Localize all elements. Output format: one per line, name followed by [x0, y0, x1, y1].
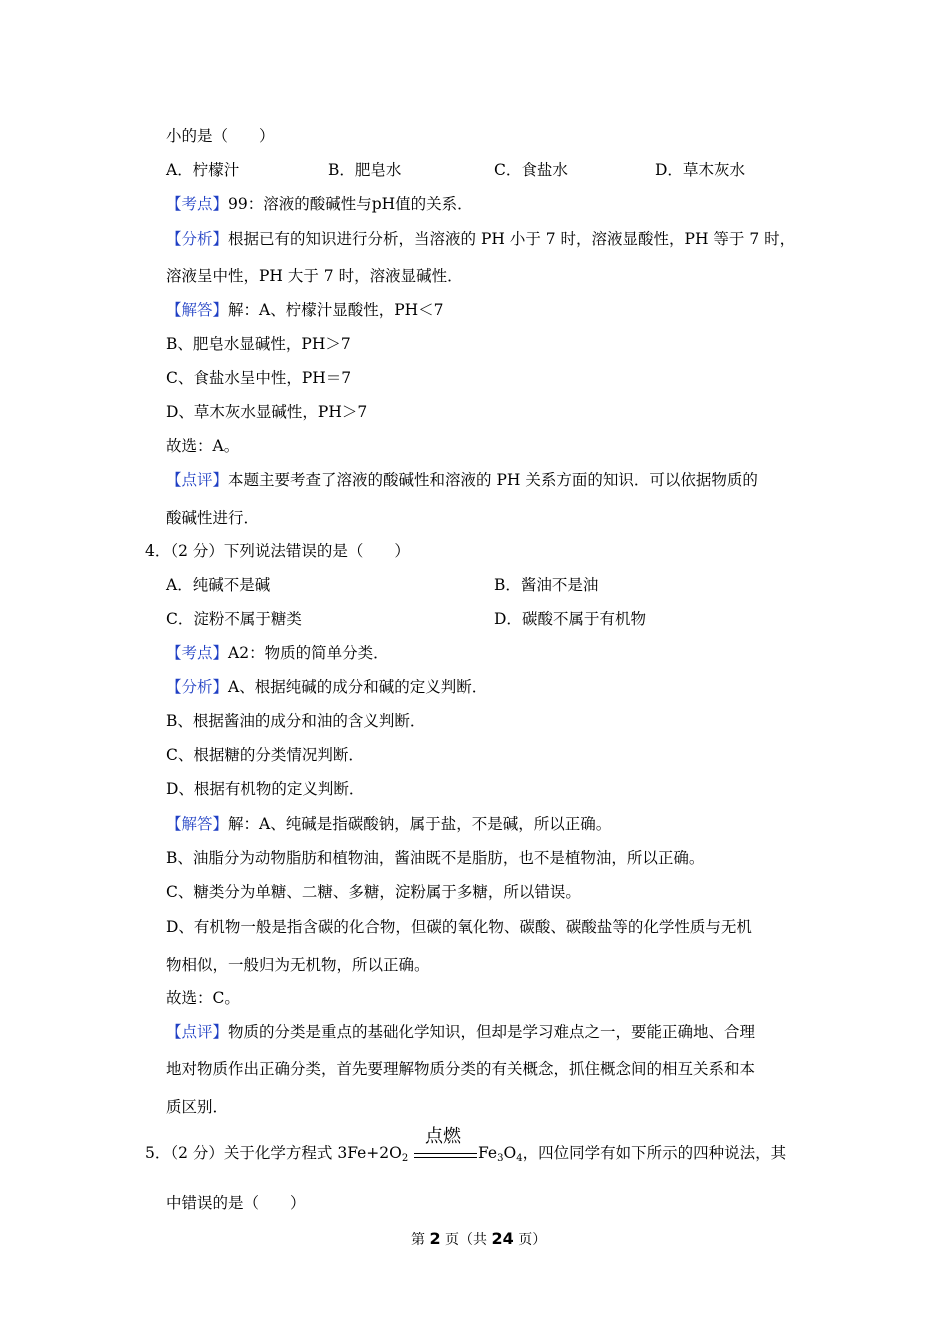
q5-stem-line2: 中错误的是（ ）: [166, 1194, 306, 1212]
q5-equals-bar-top: [414, 1153, 477, 1154]
q3-answer-line: C、食盐水呈中性，PH＝7: [166, 369, 352, 387]
q5-equation-rhs: $Fe_3O_4$，四位同学有如下所示的四种说法，其: [478, 1144, 787, 1164]
fenxi-tag: 【分析】: [166, 230, 229, 248]
q3-answer-line: B、肥皂水显碱性，PH＞7: [166, 335, 351, 353]
q4-fenxi-line: B、根据酱油的成分和油的含义判断．: [166, 712, 426, 730]
q3-fenxi-line2: 溶液呈中性，PH 大于 7 时，溶液显碱性．: [166, 267, 463, 285]
page-footer: 第 2 页（共 24 页）: [411, 1229, 547, 1248]
page-total: 24: [491, 1229, 514, 1248]
kaodian-tag: 【考点】: [166, 195, 229, 213]
q4-fenxi-line: D、根据有机物的定义判断．: [166, 780, 365, 798]
q4-kaodian: 【考点】A2：物质的简单分类．: [166, 644, 389, 662]
q4-fenxi-line: C、根据糖的分类情况判断．: [166, 746, 364, 764]
kaodian-tag: 【考点】: [166, 644, 229, 662]
fenxi-tag: 【分析】: [166, 678, 229, 696]
q3-jieda: 【解答】解：A、柠檬汁显酸性，PH＜7: [166, 301, 444, 319]
dianping-tag: 【点评】: [166, 471, 229, 489]
q5-number: 5．: [145, 1144, 171, 1162]
q4-answer-line: D、有机物一般是指含碳的化合物，但碳的氧化物、碳酸、碳酸盐等的化学性质与无机: [166, 918, 752, 936]
q5-equals-bar-bottom: [414, 1157, 477, 1158]
q4-dianping: 【点评】物质的分类是重点的基础化学知识，但却是学习难点之一，要能正确地、合理: [166, 1023, 756, 1041]
q3-stem-tail: 小的是（ ）: [166, 127, 275, 145]
q3-kaodian: 【考点】99：溶液的酸碱性与pH值的关系．: [166, 195, 473, 213]
q5-reaction-condition: 点燃: [425, 1126, 461, 1147]
q4-fenxi: 【分析】A、根据纯碱的成分和碱的定义判断．: [166, 678, 488, 696]
q4-option-c: C．淀粉不属于糖类: [166, 610, 302, 628]
q3-option-c: C．食盐水: [494, 161, 568, 179]
q4-dianping-line2: 地对物质作出正确分类，首先要理解物质分类的有关概念，抓住概念间的相互关系和本: [166, 1060, 756, 1078]
q4-jieda: 【解答】解：A、纯碱是指碳酸钠，属于盐，不是碱，所以正确。: [166, 815, 612, 833]
dianping-tag: 【点评】: [166, 1023, 229, 1041]
q3-option-b: B．肥皂水: [328, 161, 402, 179]
q3-fenxi: 【分析】根据已有的知识进行分析，当溶液的 PH 小于 7 时，溶液显酸性，PH 等于 7 时，: [166, 230, 796, 248]
q3-option-a: A．柠檬汁: [166, 161, 240, 179]
q3-dianping-line2: 酸碱性进行．: [166, 509, 260, 527]
page-number: 2: [429, 1229, 441, 1248]
jieda-tag: 【解答】: [166, 301, 229, 319]
q5-equation-lhs: （2 分）关于化学方程式 3Fe+2O: [170, 1144, 402, 1162]
jieda-tag: 【解答】: [166, 815, 229, 833]
q4-answer-choice: 故选：C。: [166, 989, 240, 1007]
q4-dianping-line3: 质区别．: [166, 1098, 229, 1116]
q4-option-a: A．纯碱不是碱: [166, 576, 271, 594]
q4-answer-line: 物相似，一般归为无机物，所以正确。: [166, 956, 430, 974]
q4-option-d: D．碳酸不属于有机物: [494, 610, 646, 628]
q5-stem: 5．（2 分）关于化学方程式 $3Fe+2O_2$: [145, 1144, 409, 1164]
q3-option-d: D．草木灰水: [655, 161, 745, 179]
q3-answer-choice: 故选：A。: [166, 437, 240, 455]
q4-stem: 4．（2 分）下列说法错误的是（ ）: [145, 542, 410, 560]
q3-dianping: 【点评】本题主要考查了溶液的酸碱性和溶液的 PH 关系方面的知识．可以依据物质的: [166, 471, 758, 489]
q4-answer-line: B、油脂分为动物脂肪和植物油，酱油既不是脂肪，也不是植物油，所以正确。: [166, 849, 705, 867]
q4-answer-line: C、糖类分为单糖、二糖、多糖，淀粉属于多糖，所以错误。: [166, 883, 581, 901]
q4-option-b: B．酱油不是油: [494, 576, 599, 594]
q3-answer-line: D、草木灰水显碱性，PH＞7: [166, 403, 368, 421]
